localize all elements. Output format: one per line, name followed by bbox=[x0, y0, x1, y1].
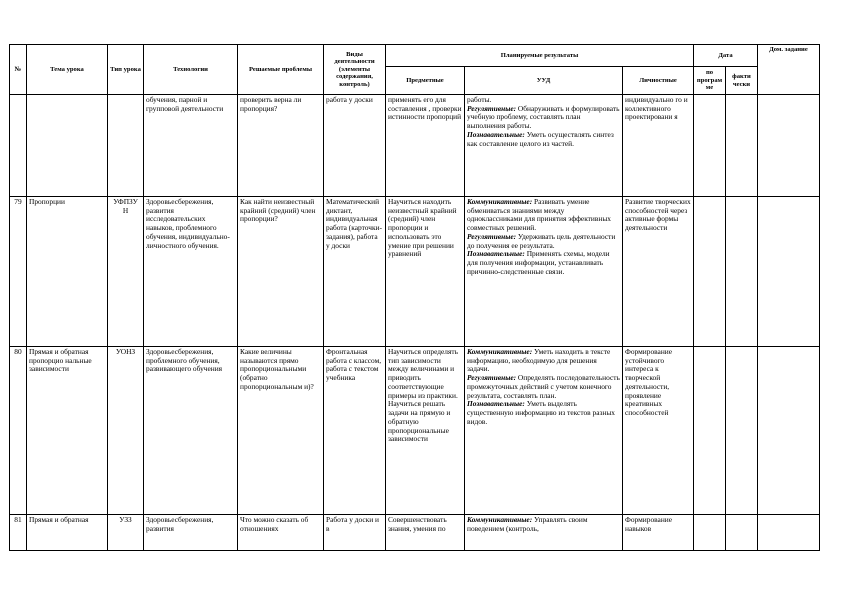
col-tech-header: Технологии bbox=[144, 45, 238, 95]
cell-tech: обучения, парной и групповой деятельности bbox=[144, 95, 238, 197]
planned-results-header: Планируемые результаты bbox=[386, 45, 694, 67]
subject-header: Предметные bbox=[386, 67, 465, 95]
cell-activities: Математический диктант, индивидуальная работа (карточки-задания), работа у доски bbox=[324, 197, 386, 347]
cell-subject: Совершенствовать знания, умения по bbox=[386, 515, 465, 551]
cell-num: 81 bbox=[10, 515, 27, 551]
uud-line: Познавательные: Уметь осуществлять синтез как составление целого из частей. bbox=[467, 129, 614, 148]
uud-header: УУД bbox=[465, 67, 623, 95]
cell-topic: Прямая и обратная пропорцио нальные зависимости bbox=[27, 347, 108, 515]
cell-uud bbox=[465, 95, 623, 197]
cell-topic bbox=[27, 95, 108, 197]
cell-personal: индивидуально го и коллективного проектировани я bbox=[623, 95, 694, 197]
fact-date-header: факти чески bbox=[726, 67, 758, 95]
cell-tech: Здоровьесбережения, развития исследовательских навыков, проблемного обучения, индивидуально-личностного обучения. bbox=[144, 197, 238, 347]
table-row bbox=[10, 347, 820, 515]
col-type-header: Тип урока bbox=[108, 45, 144, 95]
plan-date-header: по програм ме bbox=[694, 67, 726, 95]
cell-subject: Научиться находить неизвестный крайний (средний) член пропорции и использовать это умение при решении уравнений bbox=[386, 197, 465, 347]
uud-line: Регулятивные: Определять последовательность промежуточных действий с учетом конечного результата, составлять план. bbox=[467, 373, 620, 400]
col-activities-header: Виды деятельности (элементы содержания, контроль) bbox=[324, 45, 386, 95]
uud-line: Регулятивные: Обнаруживать и формулировать учебную проблему, составлять план выполнения работы. bbox=[467, 103, 620, 131]
header-row-1 bbox=[10, 45, 820, 67]
cell-num: 79 bbox=[10, 197, 27, 347]
cell-homework bbox=[758, 95, 820, 197]
cell-problems: Что можно сказать об отношениях bbox=[238, 515, 324, 551]
cell-subject: Научиться определять тип зависимости между величинами и приводить соответствующие примеры из практики. Научиться решать задачи на прямую и обратную пропорциональные зависимости bbox=[386, 347, 465, 515]
cell-type: УФПЗУ Н bbox=[108, 197, 144, 347]
cell-problems: проверить верна ли пропорция? bbox=[238, 95, 324, 197]
cell-uud bbox=[465, 347, 623, 515]
cell-fact-date bbox=[726, 197, 758, 347]
col-problems-header: Решаемые проблемы bbox=[238, 45, 324, 95]
personal-header: Личностные bbox=[623, 67, 694, 95]
cell-personal: Формирование устойчивого интереса к творческой деятельности, проявление креативных способностей bbox=[623, 347, 694, 515]
cell-tech: Здоровьесбережения, проблемного обучения, развивающего обучения bbox=[144, 347, 238, 515]
table-row bbox=[10, 515, 820, 551]
cell-tech: Здоровьесбережения, развития bbox=[144, 515, 238, 551]
cell-problems: Как найти неизвестный крайний (средний) член пропорции? bbox=[238, 197, 324, 347]
uud-line: Коммуникативные: Развивать умение обмениваться знаниями между одноклассниками для принятия эффективных совместных решений. bbox=[467, 197, 611, 233]
uud-line: Коммуникативные: Управлять своим поведением (контроль, bbox=[467, 515, 588, 533]
date-header: Дата bbox=[694, 45, 758, 67]
cell-type: УЗЗ bbox=[108, 515, 144, 551]
cell-topic: Прямая и обратная bbox=[27, 515, 108, 551]
cell-topic: Пропорции bbox=[27, 197, 108, 347]
cell-uud bbox=[465, 515, 623, 551]
cell-personal: Развитие творческих способностей через активные формы деятельности bbox=[623, 197, 694, 347]
uud-line: Коммуникативные: Уметь находить в тексте информацию, необходимую для решения задачи. bbox=[467, 347, 611, 374]
col-num-header: № bbox=[10, 45, 27, 95]
cell-fact-date bbox=[726, 95, 758, 197]
cell-personal: Формирование навыков bbox=[623, 515, 694, 551]
uud-line: работы. bbox=[467, 95, 492, 104]
cell-type: УОНЗ bbox=[108, 347, 144, 515]
homework-header: Дом. задание bbox=[758, 45, 820, 95]
table-row bbox=[10, 95, 820, 197]
cell-subject: применять его для составления , проверки истинности пропорций bbox=[386, 95, 465, 197]
uud-line: Познавательные: Применять схемы, модели для получения информации, устанавливать причинно-следственные связи. bbox=[467, 249, 610, 276]
col-topic-header: Тема урока bbox=[27, 45, 108, 95]
cell-plan-date bbox=[694, 197, 726, 347]
cell-uud bbox=[465, 197, 623, 347]
table-row bbox=[10, 197, 820, 347]
cell-fact-date bbox=[726, 515, 758, 551]
cell-activities: Фронтальная работа с классом, работа с текстом учебника bbox=[324, 347, 386, 515]
cell-activities: работа у доски bbox=[324, 95, 386, 197]
cell-homework bbox=[758, 347, 820, 515]
cell-num bbox=[10, 95, 27, 197]
cell-plan-date bbox=[694, 515, 726, 551]
cell-plan-date bbox=[694, 347, 726, 515]
uud-line: Познавательные: Уметь выделять существенную информацию из текстов разных видов. bbox=[467, 399, 616, 426]
cell-plan-date bbox=[694, 95, 726, 197]
cell-type bbox=[108, 95, 144, 197]
cell-fact-date bbox=[726, 347, 758, 515]
lesson-plan-table bbox=[9, 44, 820, 551]
uud-line: Регулятивные: Удерживать цель деятельности до получения ее результата. bbox=[467, 231, 616, 250]
cell-num: 80 bbox=[10, 347, 27, 515]
cell-homework bbox=[758, 515, 820, 551]
cell-activities: Работа у доски и в bbox=[324, 515, 386, 551]
cell-homework bbox=[758, 197, 820, 347]
cell-problems: Какие величины называются прямо пропорциональными (обратно пропорциональным и)? bbox=[238, 347, 324, 515]
